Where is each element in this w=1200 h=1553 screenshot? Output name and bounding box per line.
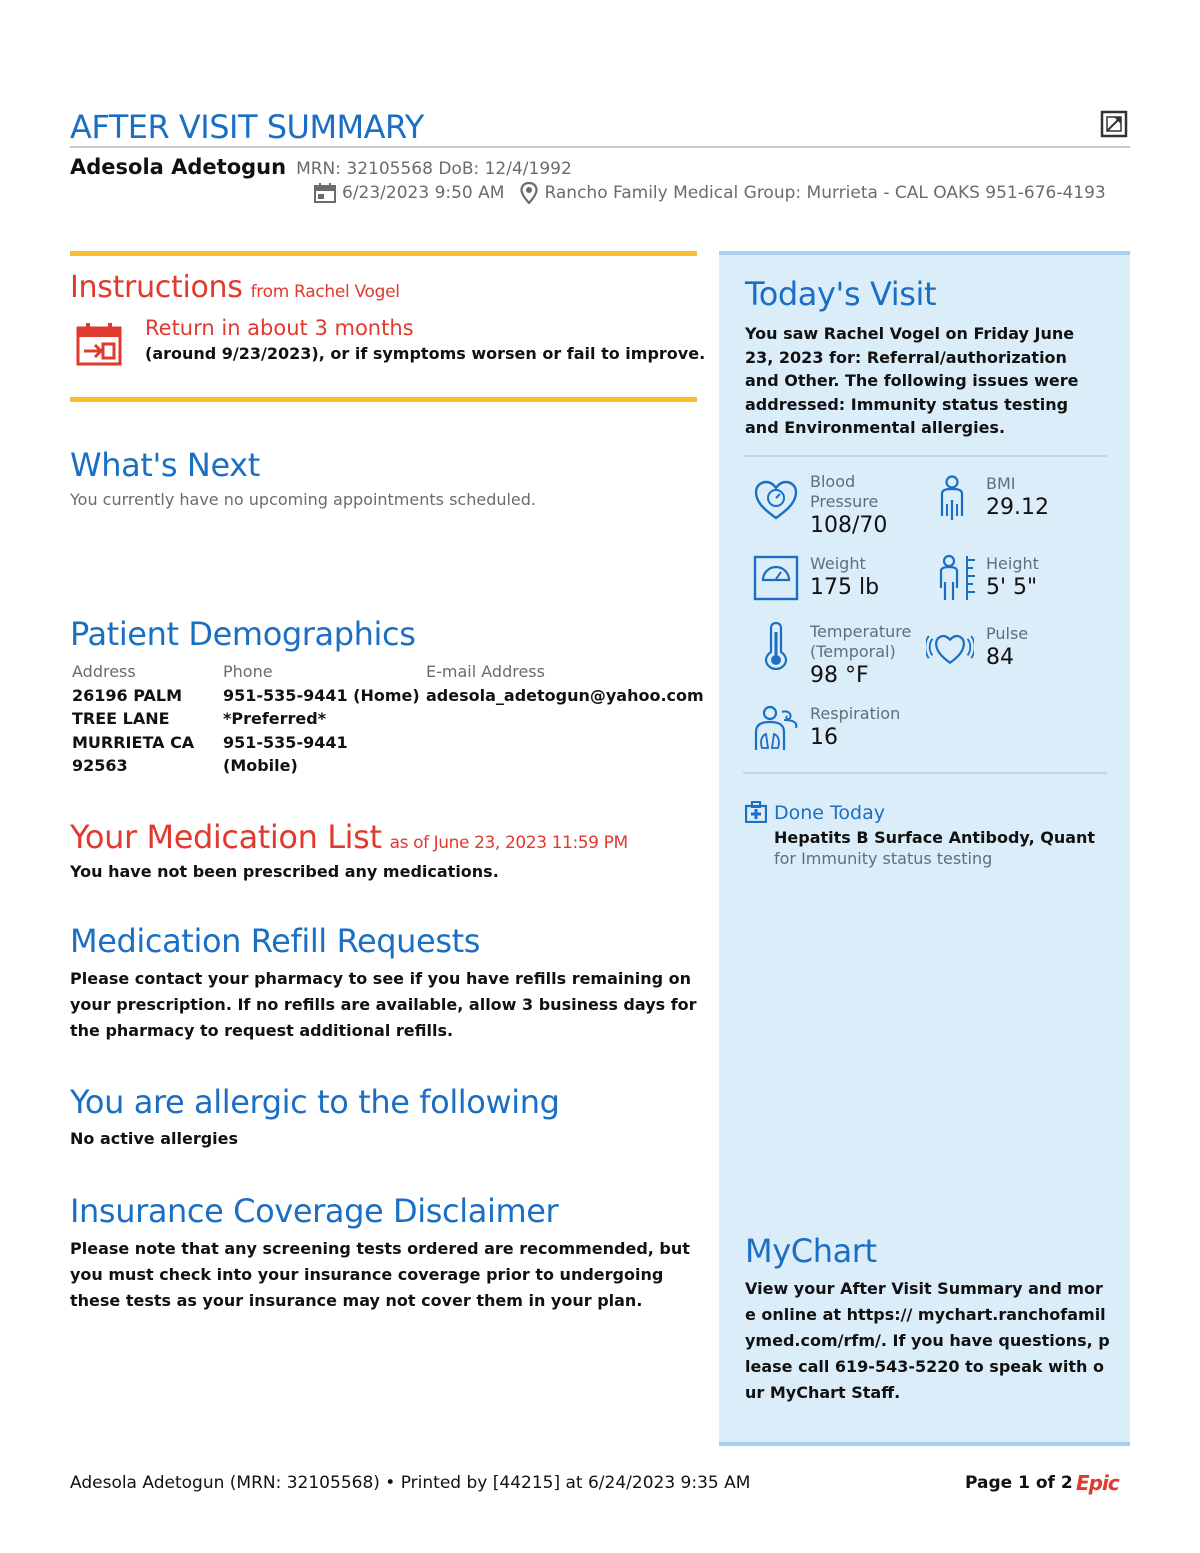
allergies-heading: You are allergic to the following: [70, 1083, 560, 1121]
body-icon: [928, 474, 976, 522]
medication-list-title: Your Medication List: [70, 818, 382, 856]
refill-heading: Medication Refill Requests: [70, 922, 481, 960]
patient-info: [70, 155, 572, 179]
medication-list-heading: [70, 818, 628, 856]
expand-icon: [1100, 110, 1128, 138]
vitals-top-divider: [743, 455, 1107, 457]
instructions-bottom-rule: [70, 397, 697, 402]
todays-visit-heading: Today's Visit: [745, 275, 937, 313]
thermometer-icon: [752, 622, 800, 670]
weight-value: 175 lb: [810, 575, 880, 600]
phone-line: *Preferred*: [223, 709, 327, 728]
bp-label: [810, 472, 878, 512]
medication-list-text: You have not been prescribed any medications.: [70, 862, 499, 881]
scale-icon: [752, 554, 800, 602]
respiration-value: 16: [810, 725, 838, 750]
return-title: Return in about 3 months: [145, 316, 414, 340]
phone-line: 951-535-9441 (Home): [223, 685, 420, 705]
vitals-bottom-divider: [743, 772, 1107, 774]
height-label: Height: [986, 554, 1039, 573]
height-ruler-icon: [935, 554, 983, 602]
return-detail: (around 9/23/2023), or if symptoms worsen or fail to improve.: [145, 344, 706, 363]
page-title: AFTER VISIT SUMMARY: [70, 108, 424, 146]
phone-line: (Mobile): [223, 756, 298, 775]
email-column: [426, 660, 706, 707]
header-divider: [70, 146, 1130, 148]
weight-label: Weight: [810, 554, 866, 573]
bmi-label: BMI: [986, 474, 1016, 493]
bp-label-line: Pressure: [810, 492, 879, 511]
mychart-heading: MyChart: [745, 1232, 877, 1270]
visit-datetime: 6/23/2023 9:50 AM: [342, 183, 505, 203]
address-line: TREE LANE: [72, 709, 170, 728]
patient-ids: MRN: 32105568 DoB: 12/4/1992: [296, 159, 572, 179]
address-line: 26196 PALM: [72, 685, 182, 705]
pulse-value: 84: [986, 645, 1014, 670]
pulse-label: Pulse: [986, 624, 1029, 643]
address-column: [72, 660, 217, 778]
whats-next-text: You currently have no upcoming appointments scheduled.: [70, 490, 537, 509]
temperature-label: [810, 622, 911, 662]
address-line: 92563: [72, 756, 128, 775]
insurance-text: Please note that any screening tests ordered are recommended, but you must check into your insurance coverage prior to undergoing these tests as your insurance may not cover them in your plan.: [70, 1239, 690, 1310]
medical-kit-icon: [745, 801, 767, 823]
phone-line: 951-535-9441: [223, 732, 348, 752]
instructions-title: Instructions: [70, 270, 243, 305]
bp-label-line: Blood: [810, 472, 856, 491]
phone-column: [223, 660, 423, 778]
temperature-value: 98 °F: [810, 663, 869, 688]
visit-info: [314, 182, 1106, 204]
insurance-heading: Insurance Coverage Disclaimer: [70, 1192, 559, 1230]
whats-next-heading: What's Next: [70, 446, 260, 484]
email-label: E-mail Address: [426, 662, 545, 681]
email-value[interactable]: adesola_adetogun@yahoo.com: [426, 685, 704, 705]
done-today-test: Hepatits B Surface Antibody, Quant: [774, 828, 1096, 847]
done-today-reason: for Immunity status testing: [774, 849, 993, 868]
temperature-label-line: (Temporal): [810, 642, 896, 661]
refill-text: Please contact your pharmacy to see if you have refills remaining on your prescription. If no refills are available, allow 3 business days for the pharmacy to request additional refills.: [70, 969, 697, 1040]
demographics-heading: Patient Demographics: [70, 615, 416, 653]
lungs-icon: [752, 704, 800, 752]
patient-name: Adesola Adetogun: [70, 155, 287, 179]
height-value: 5' 5": [986, 575, 1038, 600]
footer-print-info: Adesola Adetogun (MRN: 32105568) • Printed by [44215] at 6/24/2023 9:35 AM: [70, 1473, 751, 1493]
respiration-label: Respiration: [810, 704, 901, 723]
medication-as-of: as of June 23, 2023 11:59 PM: [389, 833, 628, 853]
instructions-from: from Rachel Vogel: [250, 282, 400, 302]
visit-location: Rancho Family Medical Group: Murrieta - CAL OAKS 951-676-4193: [544, 183, 1106, 203]
bp-value: 108/70: [810, 513, 888, 538]
done-today-heading: Done Today: [774, 802, 885, 824]
epic-logo: Epic: [1076, 1471, 1119, 1495]
heart-gauge-icon: [752, 476, 800, 524]
calendar-small-icon: [314, 183, 336, 203]
pulse-heart-icon: [926, 624, 974, 672]
todays-visit-summary: You saw Rachel Vogel on Friday June 23, 2023 for: Referral/authorization and Other. The following issues were addressed: Immunity status testing and Environmental allergies.: [745, 324, 1079, 437]
allergies-text: No active allergies: [70, 1129, 239, 1148]
phone-label: Phone: [223, 662, 273, 681]
page-number: Page 1 of 2: [965, 1473, 1073, 1493]
temperature-label-line: Temperature: [810, 622, 912, 641]
location-pin-icon: [520, 182, 538, 204]
address-label: Address: [72, 662, 136, 681]
instructions-heading: [70, 270, 400, 305]
mychart-text: View your After Visit Summary and more online at https:// mychart.ranchofamilymed.com/rfm/. If you have questions, please call 619-543-5220 to speak with our MyChart Staff.: [745, 1279, 1110, 1402]
instructions-top-rule: [70, 251, 697, 256]
return-calendar-icon: [76, 322, 122, 366]
bmi-value: 29.12: [986, 495, 1049, 520]
address-line: MURRIETA CA: [72, 732, 195, 752]
